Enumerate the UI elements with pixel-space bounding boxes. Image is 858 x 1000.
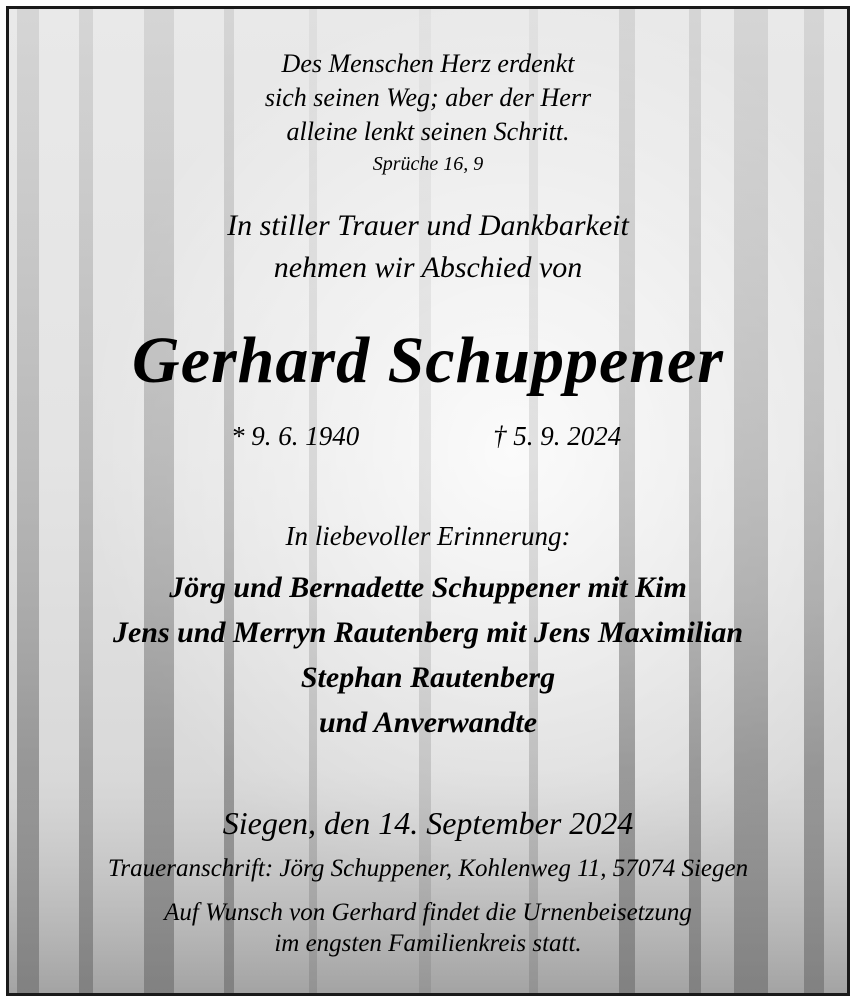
family-line: und Anverwandte [318, 706, 538, 739]
wish-line: im engsten Familienkreis statt. [274, 930, 582, 957]
obituary-notice [6, 6, 850, 996]
death-date: † 5. 9. 2024 [493, 421, 622, 451]
verse-line: sich seinen Weg; aber der Herr [264, 83, 592, 112]
birth-date: * 9. 6. 1940 [231, 421, 360, 451]
family-line: Stephan Rautenberg [300, 661, 556, 694]
family-list [9, 565, 847, 745]
funeral-wish [9, 897, 847, 959]
verse-reference: Sprüche 16, 9 [372, 153, 484, 175]
intro-line: In stiller Trauer und Dankbarkeit [227, 209, 629, 242]
verse-line: alleine lenkt seinen Schritt. [286, 117, 570, 146]
place-date: Siegen, den 14. September 2024 [222, 805, 634, 841]
intro-line: nehmen wir Abschied von [273, 251, 583, 284]
intro-text [9, 205, 847, 289]
family-line: Jörg und Bernadette Schuppener mit Kim [169, 571, 687, 604]
deceased-name: Gerhard Schuppener [132, 324, 724, 397]
verse-line: Des Menschen Herz erdenkt [281, 49, 575, 78]
family-line: Jens und Merryn Rautenberg mit Jens Maximilian [112, 616, 744, 649]
bible-verse [9, 47, 847, 149]
wish-line: Auf Wunsch von Gerhard findet die Urnenbeisetzung [164, 899, 692, 926]
memory-heading: In liebevoller Erinnerung: [285, 521, 571, 551]
mourning-address: Traueranschrift: Jörg Schuppener, Kohlenweg 11, 57074 Siegen [107, 855, 749, 882]
